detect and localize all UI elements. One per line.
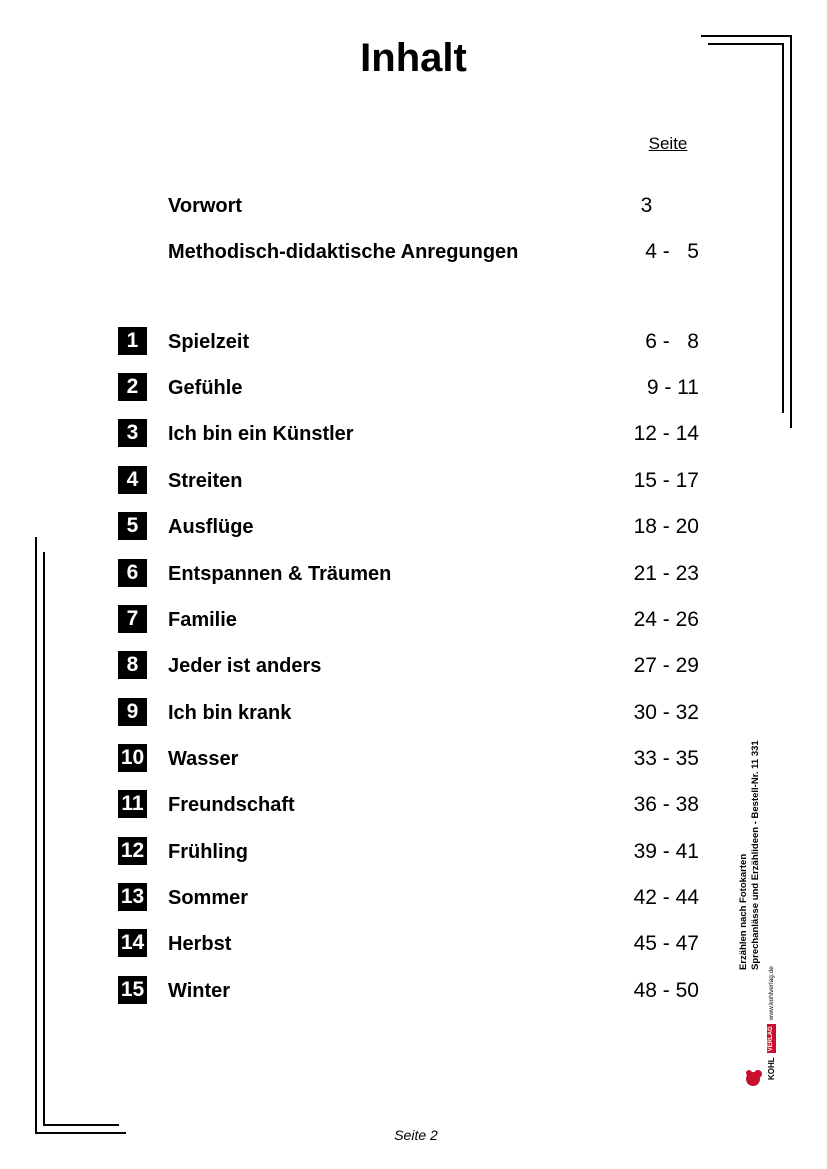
publisher-badge: VERLAG (767, 1026, 774, 1052)
toc-chapter[interactable] (0, 512, 827, 542)
toc-entry-label: Vorwort (168, 195, 243, 217)
toc-chapter[interactable] (0, 466, 827, 496)
chapter-label: Herbst (168, 933, 232, 955)
toc-entry-foreword[interactable] (0, 191, 827, 221)
chapter-number-badge: 5 (118, 512, 147, 540)
chapter-number-badge: 8 (118, 651, 147, 679)
page-title: Inhalt (360, 36, 467, 80)
chapter-label: Ich bin krank (168, 702, 292, 724)
toc-chapter[interactable] (0, 605, 827, 635)
chapter-label: Freundschaft (168, 794, 295, 816)
series-title: Erzählen nach Fotokarten (738, 853, 749, 970)
chapter-pages: 6 - 8 (645, 330, 699, 353)
chapter-number-badge: 9 (118, 698, 147, 726)
chapter-label: Familie (168, 609, 237, 631)
chapter-label: Wasser (168, 748, 239, 770)
toc-chapter[interactable] (0, 929, 827, 959)
toc-chapter[interactable] (0, 976, 827, 1006)
chapter-pages: 42 - 44 (633, 886, 699, 909)
chapter-number-badge: 2 (118, 373, 147, 401)
publisher-logo-row (764, 770, 778, 1090)
chapter-number-badge: 15 (118, 976, 147, 1004)
chapter-number-badge: 6 (118, 559, 147, 587)
publisher-name: KOHL (766, 1057, 776, 1080)
chapter-label: Spielzeit (168, 331, 250, 353)
chapter-label: Entspannen & Träumen (168, 563, 392, 585)
chapter-pages: 36 - 38 (633, 793, 699, 816)
toc-chapter[interactable] (0, 651, 827, 681)
chapter-number-badge: 10 (118, 744, 147, 772)
chapter-label: Ausflüge (168, 516, 254, 538)
chapter-label: Frühling (168, 841, 248, 863)
chapter-number-badge: 1 (118, 327, 147, 355)
chapter-number-badge: 4 (118, 466, 147, 494)
chapter-number-badge: 11 (118, 790, 147, 818)
chapter-pages: 9 - 11 (646, 376, 699, 399)
toc-entry-label: Methodisch-didaktische Anregungen (168, 241, 519, 263)
toc-chapter[interactable] (0, 837, 827, 867)
frame-bottom-left-inner-h (43, 1124, 119, 1126)
chapter-label: Ich bin ein Künstler (168, 423, 354, 445)
frame-top-right-outer-v (790, 35, 792, 428)
chapter-pages: 21 - 23 (633, 562, 699, 585)
chapter-label: Streiten (168, 470, 243, 492)
chapter-pages: 12 - 14 (633, 422, 699, 445)
publisher-url[interactable]: www.kohlverlag.de (767, 966, 775, 1021)
toc-chapter[interactable] (0, 698, 827, 728)
chapter-label: Winter (168, 980, 231, 1002)
chapter-number-badge: 14 (118, 929, 147, 957)
chapter-pages: 15 - 17 (633, 469, 699, 492)
page-column-header: Seite (648, 134, 688, 153)
toc-entry-pages: 3 (640, 194, 699, 217)
toc-chapter[interactable] (0, 373, 827, 403)
chapter-number-badge: 7 (118, 605, 147, 633)
chapter-pages: 33 - 35 (633, 747, 699, 770)
chapter-number-badge: 12 (118, 837, 147, 865)
page-footer: Seite 2 (394, 1127, 438, 1143)
chapter-pages: 48 - 50 (633, 979, 699, 1002)
chapter-pages: 24 - 26 (633, 608, 699, 631)
chapter-number-badge: 13 (118, 883, 147, 911)
toc-chapter[interactable] (0, 790, 827, 820)
toc-entry-didactic-notes[interactable] (0, 237, 827, 267)
publisher-side-info (738, 740, 778, 1090)
toc-chapter[interactable] (0, 559, 827, 589)
toc-chapter[interactable] (0, 327, 827, 357)
book-subtitle-order-number: Sprechanlässe und Erzählideen - Bestell-Nr. 11 331 (750, 740, 761, 970)
chapter-label: Sommer (168, 887, 249, 909)
chapter-pages: 18 - 20 (633, 515, 699, 538)
chapter-pages: 27 - 29 (633, 654, 699, 677)
toc-chapter[interactable] (0, 744, 827, 774)
toc-entry-pages: 4 - 5 (645, 240, 699, 263)
chapter-number-badge: 3 (118, 419, 147, 447)
chapter-pages: 39 - 41 (633, 840, 699, 863)
frame-top-right-inner-v (782, 43, 784, 413)
chapter-label: Jeder ist anders (168, 655, 322, 677)
chapter-label: Gefühle (168, 377, 243, 399)
toc-chapter[interactable] (0, 883, 827, 913)
toc-chapter[interactable] (0, 419, 827, 449)
chapter-pages: 45 - 47 (633, 932, 699, 955)
chapter-pages: 30 - 32 (633, 701, 699, 724)
